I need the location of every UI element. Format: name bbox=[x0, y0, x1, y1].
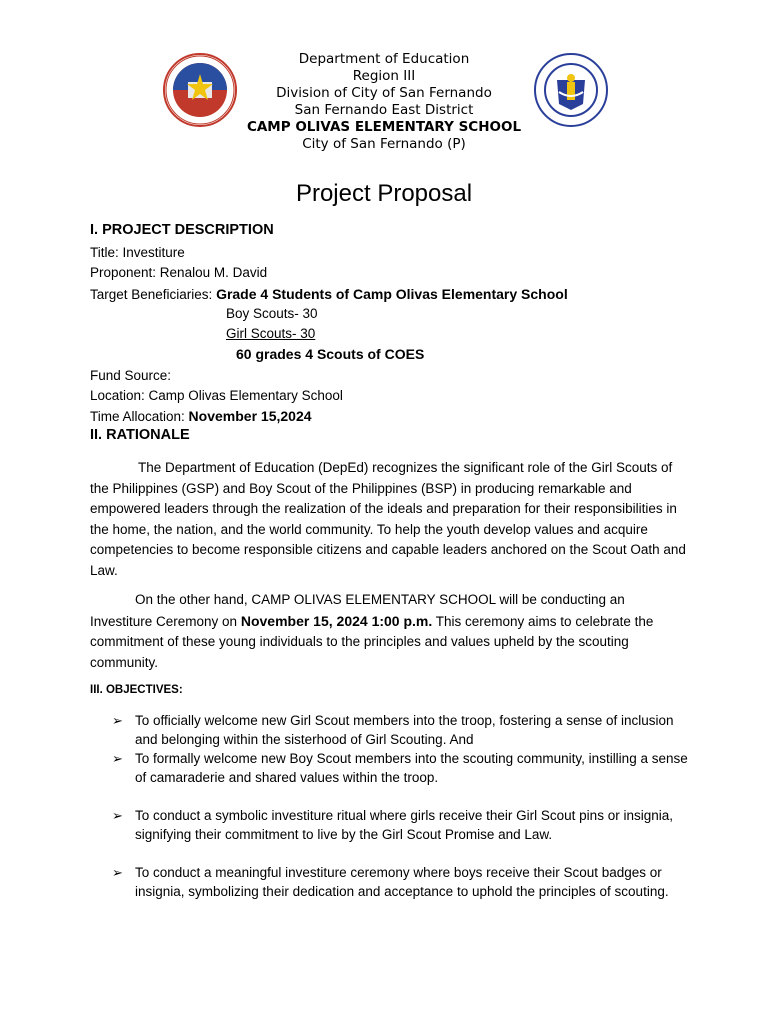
header-department: Department of Education bbox=[298, 51, 470, 67]
objective-item: To formally welcome new Boy Scout members into the scouting community, instilling a sense of camaraderie and shared values within the troop. bbox=[135, 751, 688, 785]
beneficiaries-label: Target Beneficiaries: bbox=[90, 287, 217, 302]
rationale-text-2a: On the other hand, CAMP OLIVAS ELEMENTARY SCHOOL will be conducting an Investiture Ceremony on bbox=[90, 592, 625, 629]
project-location: Location: Camp Olivas Elementary School bbox=[90, 388, 343, 403]
objective-item: To officially welcome new Girl Scout members into the troop, fostering a sense of inclusion and belonging within the sisterhood of Girl Scouting. And bbox=[135, 713, 674, 747]
project-title: Title: Investiture bbox=[90, 245, 185, 260]
header-district: San Fernando East District bbox=[294, 102, 474, 118]
bullet-arrow-icon: ➢ bbox=[112, 713, 123, 728]
total-scouts: 60 grades 4 Scouts of COES bbox=[236, 346, 425, 362]
bullet-arrow-icon: ➢ bbox=[112, 865, 123, 880]
header-school: CAMP OLIVAS ELEMENTARY SCHOOL bbox=[246, 119, 522, 135]
objective-item: To conduct a symbolic investiture ritual where girls receive their Girl Scout pins or insignia, signifying their commitment to live by the Girl Scout Promise and Law. bbox=[135, 808, 673, 842]
section-heading-objectives: III. OBJECTIVES: bbox=[90, 684, 183, 696]
beneficiaries-value: Grade 4 Students of Camp Olivas Elementary School bbox=[216, 286, 568, 302]
objective-item: To conduct a meaningful investiture ceremony where boys receive their Scout badges or insignia, symbolizing their dedication and acceptance to uphold the principles of scouting. bbox=[135, 865, 669, 899]
time-value: November 15,2024 bbox=[188, 408, 312, 424]
target-beneficiaries bbox=[90, 284, 568, 306]
rationale-paragraph-1 bbox=[90, 458, 690, 581]
time-allocation bbox=[90, 406, 312, 428]
girl-scouts-count: Girl Scouts- 30 bbox=[226, 326, 316, 341]
page-title: Project Proposal bbox=[295, 180, 473, 207]
fund-source: Fund Source: bbox=[90, 368, 172, 383]
bullet-arrow-icon: ➢ bbox=[112, 808, 123, 823]
section-heading-project-description: I. PROJECT DESCRIPTION bbox=[90, 222, 274, 238]
time-label: Time Allocation: bbox=[90, 409, 189, 424]
section-heading-rationale: II. RATIONALE bbox=[90, 427, 190, 443]
bullet-arrow-icon: ➢ bbox=[112, 751, 123, 766]
rationale-paragraph-2 bbox=[90, 590, 690, 673]
rationale-text-2b: This ceremony aims to celebrate the commitment of these young individuals to the principles and values upheld by the scouting community. bbox=[90, 613, 654, 670]
header-division: Division of City of San Fernando bbox=[276, 85, 492, 101]
header-city: City of San Fernando (P) bbox=[302, 136, 466, 152]
project-proponent: Proponent: Renalou M. David bbox=[90, 265, 268, 280]
ceremony-date: November 15, 2024 1:00 p.m. bbox=[240, 612, 433, 629]
header-region: Region III bbox=[352, 68, 416, 84]
rationale-text-1: The Department of Education (DepEd) recognizes the significant role of the Girl Scouts of the Philippines (GSP) and Boy Scout of the Philippines (BSP) in producing remarkable and empowered leaders through the realization of the ideals and preparation for their responsibilities in the home, the nation, and the world community. To help the youth develop values and acquire competencies to become responsible citizens and capable leaders anchored on the Scout Oath and Law. bbox=[90, 460, 686, 578]
boy-scouts-count: Boy Scouts- 30 bbox=[226, 306, 318, 321]
